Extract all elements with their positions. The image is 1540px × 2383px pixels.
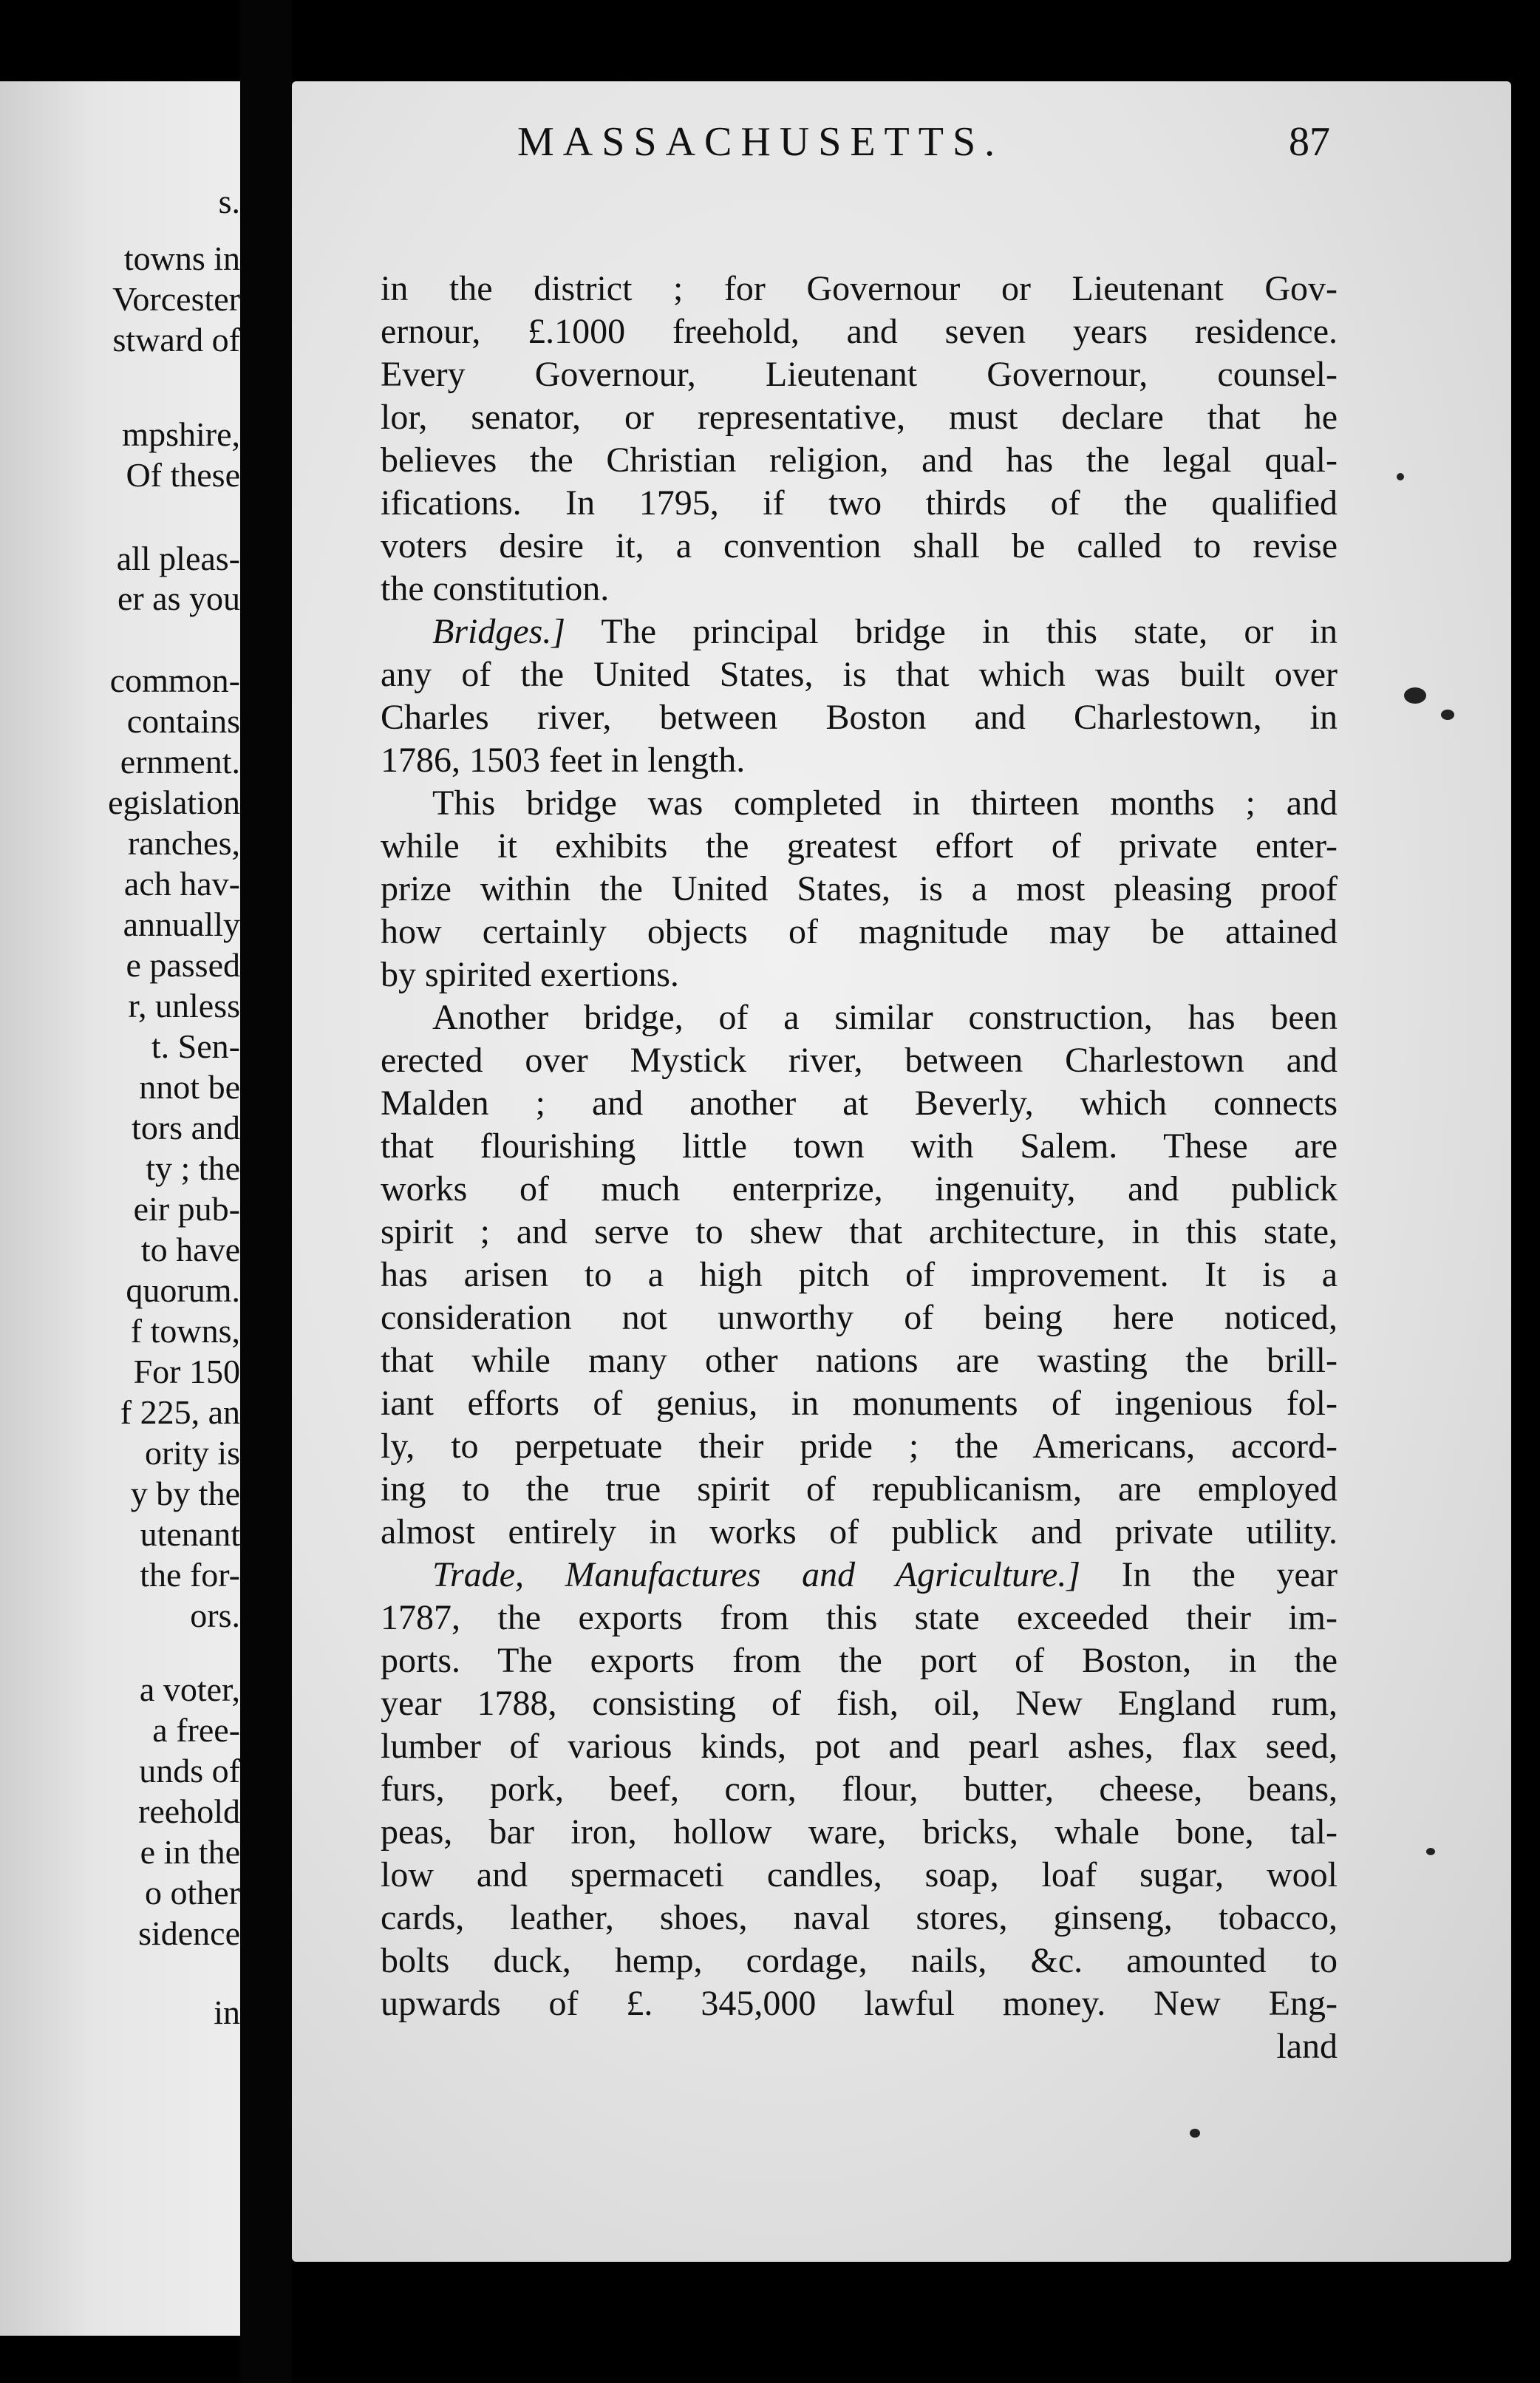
text-line: erected over Mystick river, between Charlestown and: [381, 1041, 1338, 1080]
left-line: y by the: [130, 1475, 240, 1512]
left-line: to have: [140, 1231, 240, 1268]
left-line: For 150: [133, 1353, 240, 1390]
text-line: almost entirely in works of publick and private utility.: [381, 1512, 1338, 1551]
left-line: annually: [123, 905, 240, 943]
left-line: ority is: [144, 1434, 240, 1472]
left-line: common-: [109, 662, 240, 699]
left-line: o other: [144, 1874, 240, 1911]
text-line: believes the Christian religion, and has the legal qual-: [381, 441, 1338, 480]
left-line: tors and: [132, 1109, 240, 1146]
left-line: ors.: [190, 1597, 240, 1634]
left-line: sidence: [138, 1914, 240, 1952]
text-line: low and spermaceti candles, soap, loaf sugar, wool: [381, 1855, 1338, 1894]
left-line: ernment.: [120, 743, 240, 781]
left-line: Vorcester: [112, 280, 240, 318]
text-line: Another bridge, of a similar construction, has been: [432, 998, 1338, 1037]
text-line: how certainly objects of magnitude may be attained: [381, 912, 1338, 951]
left-line: ach hav-: [123, 865, 240, 902]
text-line: peas, bar iron, hollow ware, bricks, whale bone, tal-: [381, 1812, 1338, 1852]
left-line: towns in: [123, 239, 240, 277]
paragraph-bridge-completed: [381, 782, 1338, 996]
text-line: consideration not unworthy of being here noticed,: [381, 1298, 1338, 1337]
ink-speck: [1404, 687, 1426, 704]
ink-speck: [1441, 710, 1454, 720]
left-line: t. Sen-: [151, 1027, 240, 1065]
text-line: has arisen to a high pitch of improvement. It is a: [381, 1255, 1338, 1294]
paragraph-bridges: [381, 611, 1338, 782]
text-line: ifications. In 1795, if two thirds of the qualified: [381, 483, 1338, 523]
paragraph-constitution: [381, 268, 1338, 611]
text-line: lor, senator, or representative, must declare that he: [381, 398, 1338, 437]
left-line: a free-: [152, 1711, 240, 1749]
text-line: voters desire it, a convention shall be called to revise: [381, 526, 1338, 565]
left-line: Of these: [126, 456, 240, 494]
left-line: r, unless: [128, 987, 240, 1024]
paragraph-another-bridge: [381, 996, 1338, 1554]
left-line: contains: [126, 702, 240, 740]
left-line: unds of: [139, 1752, 240, 1789]
text-line: Every Governour, Lieutenant Governour, counsel-: [381, 355, 1338, 394]
left-line: utenant: [140, 1515, 240, 1553]
left-line: e passed: [126, 946, 240, 984]
text-line: This bridge was completed in thirteen months ; and: [432, 783, 1338, 823]
text-line: works of much enterprize, ingenuity, and publick: [381, 1169, 1338, 1209]
left-line: in: [214, 1993, 240, 2031]
text-line: while it exhibits the greatest effort of private enter-: [381, 826, 1338, 866]
text-line: furs, pork, beef, corn, flour, butter, cheese, beans,: [381, 1770, 1338, 1809]
text-line: ports. The exports from the port of Boston, in the: [381, 1641, 1338, 1680]
text-line: in the district ; for Governour or Lieutenant Gov-: [381, 269, 1338, 308]
left-line: f towns,: [130, 1312, 240, 1350]
left-line: er as you: [117, 579, 240, 617]
catchword: land: [1276, 2027, 1338, 2066]
page-number: 87: [1289, 119, 1330, 165]
text-line: cards, leather, shoes, naval stores, ginseng, tobacco,: [381, 1898, 1338, 1937]
text-line: Malden ; and another at Beverly, which connects: [381, 1084, 1338, 1123]
left-line: stward of: [112, 321, 240, 358]
text-line: that flourishing little town with Salem. These are: [381, 1126, 1338, 1166]
text-line: iant efforts of genius, in monuments of ingenious fol-: [381, 1384, 1338, 1423]
left-line: nnot be: [139, 1068, 240, 1106]
text-line: any of the United States, is that which was built over: [381, 655, 1338, 694]
left-line: reehold: [138, 1792, 240, 1830]
text-line: spirit ; and serve to shew that architecture, in this state,: [381, 1212, 1338, 1251]
text-line: lumber of various kinds, pot and pearl ashes, flax seed,: [381, 1727, 1338, 1766]
paragraph-trade: [381, 1554, 1338, 2025]
ink-speck: [1397, 473, 1404, 480]
section-heading-trade: Trade, Manufactures and Agriculture.]: [432, 1555, 1080, 1594]
text-line: Charles river, between Boston and Charlestown, in: [381, 698, 1338, 737]
left-line: e in the: [140, 1833, 240, 1871]
text-line: upwards of £. 345,000 lawful money. New Eng-: [381, 1984, 1338, 2023]
text-line: [381, 611, 1338, 653]
left-line: all pleas-: [116, 540, 240, 577]
left-line: ty ; the: [146, 1149, 240, 1187]
text-line: ing to the true spirit of republicanism, are employed: [381, 1469, 1338, 1509]
previous-page-fragment: [0, 81, 240, 2336]
left-line: s.: [218, 183, 240, 220]
text-run: The principal bridge in this state, or in: [601, 612, 1338, 651]
left-line: egislation: [108, 783, 240, 821]
binding-gutter: [240, 0, 292, 2383]
text-line: 1786, 1503 feet in length.: [381, 741, 746, 780]
text-line: year 1788, consisting of fish, oil, New England rum,: [381, 1684, 1338, 1723]
text-line: the constitution.: [381, 569, 610, 608]
text-line: bolts duck, hemp, cordage, nails, &c. amounted to: [381, 1941, 1338, 1980]
left-line: the for-: [140, 1556, 240, 1594]
section-heading-bridges: Bridges.]: [432, 612, 565, 651]
body-text: [381, 268, 1338, 2068]
page-header: [480, 118, 1330, 177]
text-run: In the year: [1121, 1555, 1338, 1594]
left-line: eir pub-: [133, 1190, 240, 1228]
running-head: MASSACHUSETTS.: [517, 119, 1004, 165]
ink-speck: [1426, 1848, 1435, 1855]
text-line: that while many other nations are wasting the brill-: [381, 1341, 1338, 1380]
left-line: quorum.: [126, 1271, 240, 1309]
text-line: ly, to perpetuate their pride ; the Americans, accord-: [381, 1427, 1338, 1466]
text-line: ernour, £.1000 freehold, and seven years residence.: [381, 312, 1338, 351]
text-line: prize within the United States, is a most pleasing proof: [381, 869, 1338, 908]
ink-speck: [1190, 2129, 1200, 2138]
text-line: [381, 1554, 1338, 1597]
text-line: by spirited exertions.: [381, 955, 679, 994]
left-line: f 225, an: [120, 1393, 240, 1431]
left-line: ranches,: [128, 824, 240, 862]
left-line: mpshire,: [122, 415, 240, 453]
text-line: 1787, the exports from this state exceeded their im-: [381, 1598, 1338, 1637]
left-line: a voter,: [139, 1670, 240, 1708]
